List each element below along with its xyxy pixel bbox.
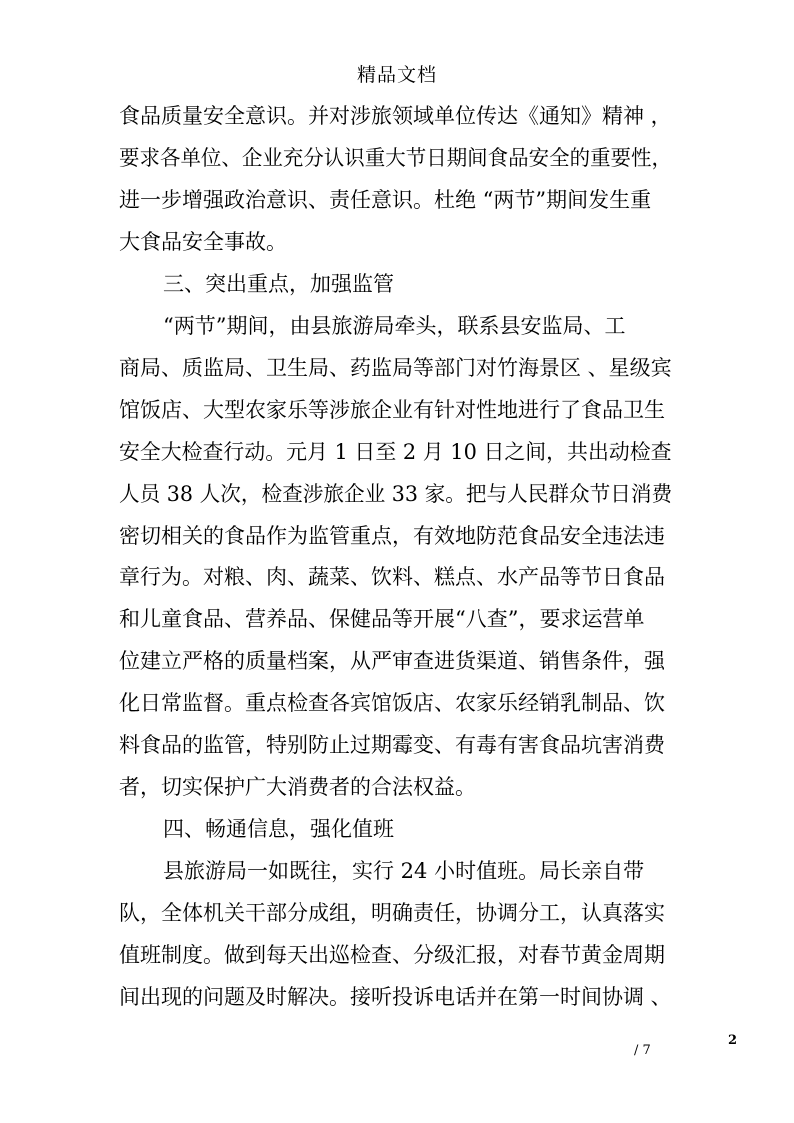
body-line-21: 值班制度。做到每天出巡检查、分级汇报，对春节黄金周期 xyxy=(119,943,665,967)
body-line-4: 大食品安全事故。 xyxy=(119,230,287,254)
body-line-20: 队，全体机关干部分成组，明确责任，协调分工，认真落实 xyxy=(119,901,665,925)
body-line-12: 章行为。对粮、肉、蔬菜、饮料、糕点、水产品等节日食品 xyxy=(119,565,665,589)
body-line-16: 料食品的监管，特别防止过期霉变、有毒有害食品坑害消费 xyxy=(119,733,665,757)
body-line-5: 三、突出重点，加强监管 xyxy=(163,272,394,296)
body-line-7: 商局、质监局、卫生局、药监局等部门对竹海景区 、星级宾 xyxy=(119,356,672,380)
body-line-6: “两节”期间，由县旅游局牵头，联系县安监局、工 xyxy=(163,314,626,338)
body-line-2: 要求各单位、企业充分认识重大节日期间食品安全的重要性， xyxy=(119,146,672,170)
body-line-13: 和儿童食品、营养品、保健品等开展“八查”，要求运营单 xyxy=(119,607,645,631)
document-header-title: 精品文档 xyxy=(356,64,437,86)
body-line-15: 化日常监督。重点检查各宾馆饭店、农家乐经销乳制品、饮 xyxy=(119,691,665,715)
body-line-17: 者，切实保护广大消费者的合法权益。 xyxy=(119,775,476,799)
body-line-18: 四、畅通信息，强化值班 xyxy=(163,817,394,841)
body-line-9: 安全大检查行动。元月 1 日至 2 月 10 日之间，共出动检查 xyxy=(119,440,672,464)
body-line-10: 人员 38 人次，检查涉旅企业 33 家。把与人民群众节日消费 xyxy=(119,482,673,506)
page-total: / 7 xyxy=(634,1043,651,1058)
body-line-8: 馆饭店、大型农家乐等涉旅企业有针对性地进行了食品卫生 xyxy=(119,398,665,422)
body-line-11: 密切相关的食品作为监管重点，有效地防范食品安全违法违 xyxy=(119,524,665,548)
page-number: 2 xyxy=(728,1033,738,1048)
body-line-14: 位建立严格的质量档案，从严审查进货渠道、销售条件，强 xyxy=(119,649,665,673)
body-line-1: 食品质量安全意识。并对涉旅领域单位传达《通知》精神 ， xyxy=(119,104,672,128)
body-line-19: 县旅游局一如既往，实行 24 小时值班。局长亲自带 xyxy=(163,859,645,883)
body-line-3: 进一步增强政治意识、责任意识。杜绝 “两节”期间发生重 xyxy=(119,188,652,212)
body-line-22: 间出现的问题及时解决。接听投诉电话并在第一时间协调 、 xyxy=(119,985,672,1009)
